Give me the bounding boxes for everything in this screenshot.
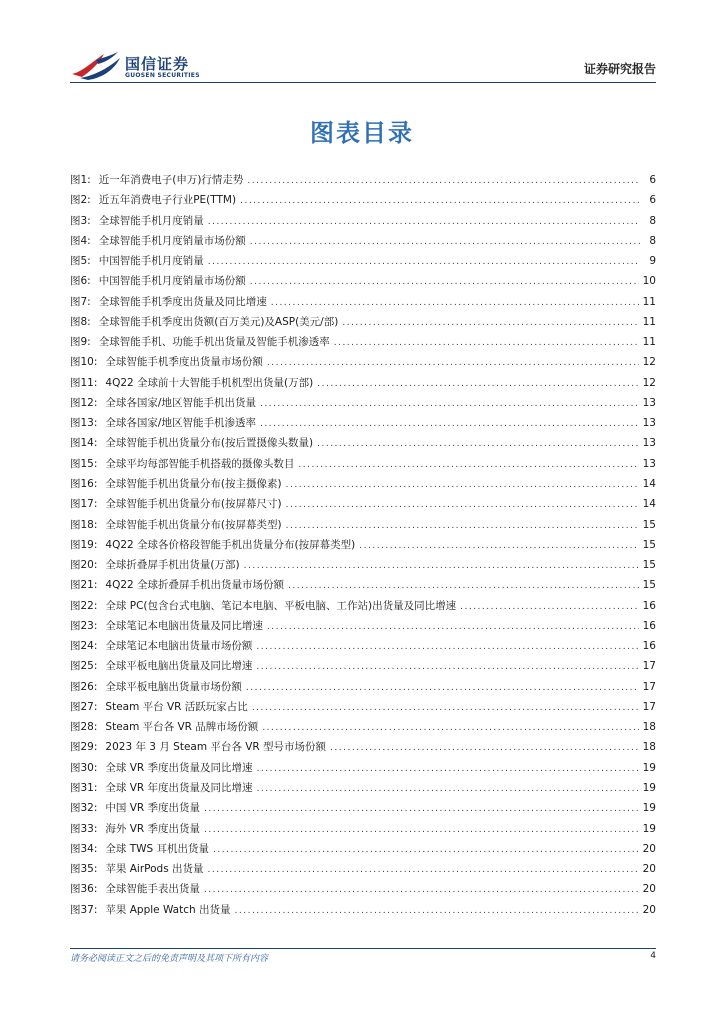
toc-figure-title: Steam 平台 VR 活跃玩家占比 <box>105 700 248 713</box>
figure-table-of-contents <box>70 170 656 920</box>
toc-entry[interactable] <box>70 778 656 798</box>
toc-figure-title: 全球平均每部智能手机搭载的摄像头数目 <box>105 457 295 470</box>
toc-entry[interactable] <box>70 900 656 920</box>
toc-leader-dots <box>286 475 639 495</box>
page-number: 4 <box>650 951 656 961</box>
toc-entry[interactable] <box>70 474 656 494</box>
toc-leader-dots <box>460 597 639 617</box>
toc-leader-dots <box>235 901 639 921</box>
toc-figure-label: 图15: <box>70 457 98 470</box>
toc-figure-title: 全球 TWS 耳机出货量 <box>105 842 210 855</box>
toc-page-number: 11 <box>642 315 656 328</box>
toc-page-number: 14 <box>642 477 656 490</box>
toc-leader-dots <box>257 759 639 779</box>
toc-figure-title: 海外 VR 季度出货量 <box>105 822 201 835</box>
toc-figure-label: 图31: <box>70 781 98 794</box>
toc-figure-label: 图29: <box>70 741 98 754</box>
toc-figure-label: 图24: <box>70 640 98 653</box>
toc-page-number: 11 <box>642 295 656 308</box>
toc-figure-title: 近一年消费电子(申万)行情走势 <box>98 174 244 186</box>
toc-page-number: 16 <box>642 599 656 612</box>
toc-page-number: 11 <box>642 336 656 349</box>
toc-figure-title: 4Q22 全球前十大智能手机机型出货量(万部) <box>105 376 314 389</box>
toc-leader-dots <box>204 820 639 840</box>
toc-leader-dots <box>262 718 638 738</box>
toc-leader-dots <box>334 333 639 353</box>
toc-figure-title: 4Q22 全球折叠屏手机出货量市场份额 <box>105 579 285 592</box>
toc-leader-dots <box>208 860 639 880</box>
toc-page-number: 18 <box>642 741 656 754</box>
toc-figure-title: 2023 年 3 月 Steam 平台各 VR 型号市场份额 <box>105 741 327 754</box>
toc-entry[interactable] <box>70 575 656 595</box>
toc-figure-label: 图5: <box>70 255 91 268</box>
toc-figure-title: 全球智能手机出货量分布(按主摄像素) <box>105 477 282 490</box>
toc-entry[interactable] <box>70 859 656 879</box>
toc-figure-label: 图1: <box>70 174 91 186</box>
toc-figure-title: 全球智能手机出货量分布(按屏幕类型) <box>105 518 282 531</box>
toc-leader-dots <box>244 556 639 576</box>
toc-figure-label: 图34: <box>70 842 98 855</box>
toc-leader-dots <box>213 840 639 860</box>
toc-entry[interactable] <box>70 758 656 778</box>
toc-entry[interactable] <box>70 271 656 291</box>
toc-leader-dots <box>256 637 638 657</box>
toc-entry[interactable] <box>70 433 656 453</box>
toc-figure-label: 图14: <box>70 437 98 450</box>
toc-entry[interactable] <box>70 231 656 251</box>
toc-page-number: 15 <box>642 538 656 551</box>
toc-leader-dots <box>250 232 640 252</box>
toc-figure-label: 图30: <box>70 761 98 774</box>
toc-page-number: 20 <box>642 903 656 916</box>
toc-leader-dots <box>208 212 640 232</box>
toc-figure-label: 图23: <box>70 619 98 632</box>
toc-leader-dots <box>317 434 639 454</box>
header-divider <box>70 82 656 83</box>
toc-entry[interactable] <box>70 798 656 818</box>
logo-chinese-name: 国信证券 <box>125 55 190 73</box>
toc-entry[interactable] <box>70 596 656 616</box>
toc-entry[interactable] <box>70 494 656 514</box>
toc-entry[interactable] <box>70 190 656 210</box>
toc-figure-label: 图36: <box>70 883 98 896</box>
toc-leader-dots <box>267 617 639 637</box>
toc-figure-label: 图27: <box>70 700 98 713</box>
toc-entry[interactable] <box>70 737 656 757</box>
toc-figure-title: 全球 VR 年度出货量及同比增速 <box>105 781 253 794</box>
toc-figure-title: 全球智能手机季度出货量市场份额 <box>105 356 263 369</box>
toc-entry[interactable] <box>70 454 656 474</box>
toc-leader-dots <box>247 171 640 191</box>
toc-figure-label: 图37: <box>70 903 98 916</box>
toc-figure-title: 全球平板电脑出货量市场份额 <box>105 680 242 693</box>
toc-figure-label: 图35: <box>70 863 98 876</box>
toc-page-number: 20 <box>642 883 656 896</box>
toc-figure-title: 近五年消费电子行业PE(TTM) <box>98 194 237 207</box>
toc-figure-title: 全球智能手机、功能手机出货量及智能手机渗透率 <box>98 336 330 349</box>
toc-page-number: 13 <box>642 457 656 470</box>
toc-entry[interactable] <box>70 656 656 676</box>
toc-figure-title: 全球平板电脑出货量及同比增速 <box>105 660 253 673</box>
disclaimer-text: 请务必阅读正文之后的免责声明及其项下所有内容 <box>70 954 269 964</box>
toc-leader-dots <box>286 495 639 515</box>
toc-figure-label: 图12: <box>70 396 98 409</box>
toc-page-number: 17 <box>642 660 656 673</box>
toc-entry[interactable] <box>70 839 656 859</box>
page-title: 图表目录 <box>310 119 414 147</box>
toc-entry[interactable] <box>70 393 656 413</box>
toc-leader-dots <box>252 698 639 718</box>
toc-leader-dots <box>208 252 640 272</box>
toc-entry[interactable] <box>70 211 656 231</box>
toc-figure-title: 全球 VR 季度出货量及同比增速 <box>105 761 253 774</box>
toc-figure-title: 全球折叠屏手机出货量(万部) <box>105 559 240 572</box>
toc-entry[interactable] <box>70 636 656 656</box>
logo-english-name: GUOSEN SECURITIES <box>125 72 200 79</box>
toc-figure-title: 全球智能手机出货量分布(按屏幕尺寸) <box>105 498 282 511</box>
toc-leader-dots <box>298 455 638 475</box>
toc-figure-title: 全球智能手表出货量 <box>105 883 200 896</box>
page-header <box>70 48 656 84</box>
toc-entry[interactable] <box>70 819 656 839</box>
toc-figure-label: 图28: <box>70 721 98 734</box>
toc-figure-label: 图19: <box>70 538 98 551</box>
toc-page-number: 16 <box>642 619 656 632</box>
toc-figure-label: 图13: <box>70 417 98 430</box>
toc-leader-dots <box>267 353 639 373</box>
toc-page-number: 9 <box>649 255 656 268</box>
toc-leader-dots <box>250 272 639 292</box>
toc-figure-title: 全球智能手机月度销量市场份额 <box>98 234 246 247</box>
toc-figure-label: 图10: <box>70 356 98 369</box>
toc-figure-label: 图4: <box>70 234 91 247</box>
toc-entry[interactable] <box>70 697 656 717</box>
report-type-label: 证券研究报告 <box>583 62 656 76</box>
toc-leader-dots <box>257 779 639 799</box>
toc-page-number: 14 <box>642 498 656 511</box>
toc-figure-title: 中国智能手机月度销量市场份额 <box>98 275 246 288</box>
toc-entry[interactable] <box>70 292 656 312</box>
toc-figure-label: 图2: <box>70 194 91 207</box>
toc-entry[interactable] <box>70 555 656 575</box>
toc-figure-title: 全球智能手机月度销量 <box>98 214 204 227</box>
toc-page-number: 6 <box>649 194 656 207</box>
toc-page-number: 15 <box>642 518 656 531</box>
toc-figure-label: 图25: <box>70 660 98 673</box>
toc-entry[interactable] <box>70 413 656 433</box>
toc-page-number: 16 <box>642 640 656 653</box>
toc-page-number: 20 <box>642 863 656 876</box>
toc-figure-label: 图17: <box>70 498 98 511</box>
toc-figure-title: 全球笔记本电脑出货量及同比增速 <box>105 619 263 632</box>
toc-page-number: 13 <box>642 417 656 430</box>
toc-figure-label: 图6: <box>70 275 91 288</box>
toc-figure-title: 全球智能手机季度出货额(百万美元)及ASP(美元/部) <box>98 315 339 328</box>
toc-page-number: 19 <box>642 761 656 774</box>
toc-leader-dots <box>246 678 639 698</box>
toc-figure-title: 中国智能手机月度销量 <box>98 255 204 268</box>
toc-leader-dots <box>204 880 639 900</box>
toc-page-number: 17 <box>642 700 656 713</box>
toc-figure-title: 中国 VR 季度出货量 <box>105 802 201 815</box>
toc-page-number: 19 <box>642 822 656 835</box>
toc-leader-dots <box>256 657 638 677</box>
toc-leader-dots <box>286 516 639 536</box>
toc-figure-title: 苹果 Apple Watch 出货量 <box>105 903 231 916</box>
toc-leader-dots <box>342 313 638 333</box>
toc-page-number: 10 <box>642 275 656 288</box>
toc-leader-dots <box>288 576 639 596</box>
toc-page-number: 12 <box>642 376 656 389</box>
toc-leader-dots <box>240 191 640 211</box>
toc-page-number: 20 <box>642 842 656 855</box>
toc-page-number: 8 <box>649 214 656 227</box>
toc-leader-dots <box>330 738 639 758</box>
toc-entry[interactable] <box>70 352 656 372</box>
toc-page-number: 12 <box>642 356 656 369</box>
toc-figure-label: 图16: <box>70 477 98 490</box>
toc-figure-label: 图18: <box>70 518 98 531</box>
toc-entry[interactable] <box>70 312 656 332</box>
toc-page-number: 6 <box>649 174 656 186</box>
guosen-logo-icon <box>70 50 122 80</box>
toc-figure-title: 全球各国家/地区智能手机出货量 <box>105 396 256 409</box>
toc-entry[interactable] <box>70 677 656 697</box>
toc-leader-dots <box>317 374 638 394</box>
toc-figure-label: 图26: <box>70 680 98 693</box>
toc-figure-label: 图33: <box>70 822 98 835</box>
toc-page-number: 13 <box>642 437 656 450</box>
toc-page-number: 18 <box>642 721 656 734</box>
toc-figure-label: 图7: <box>70 295 91 308</box>
toc-leader-dots <box>204 799 639 819</box>
toc-figure-label: 图3: <box>70 214 91 227</box>
toc-page-number: 8 <box>649 234 656 247</box>
toc-leader-dots <box>271 293 639 313</box>
toc-entry[interactable] <box>70 332 656 352</box>
toc-figure-label: 图11: <box>70 376 98 389</box>
guosen-logo <box>70 50 250 84</box>
toc-page-number: 15 <box>642 559 656 572</box>
toc-figure-title: 全球智能手机出货量分布(按后置摄像头数量) <box>105 437 314 450</box>
toc-figure-label: 图8: <box>70 315 91 328</box>
footer-divider <box>70 948 656 949</box>
toc-leader-dots <box>359 536 638 556</box>
toc-figure-label: 图32: <box>70 802 98 815</box>
toc-entry[interactable] <box>70 717 656 737</box>
toc-entry[interactable] <box>70 616 656 636</box>
toc-page-number: 15 <box>642 579 656 592</box>
toc-figure-label: 图9: <box>70 336 91 349</box>
toc-leader-dots <box>260 394 639 414</box>
toc-entry[interactable] <box>70 535 656 555</box>
toc-figure-label: 图22: <box>70 599 98 612</box>
toc-entry[interactable] <box>70 879 656 899</box>
toc-entry[interactable] <box>70 170 656 190</box>
toc-entry[interactable] <box>70 515 656 535</box>
toc-leader-dots <box>260 414 639 434</box>
toc-page-number: 19 <box>642 802 656 815</box>
toc-figure-title: 苹果 AirPods 出货量 <box>105 863 204 876</box>
toc-entry[interactable] <box>70 251 656 271</box>
toc-page-number: 19 <box>642 781 656 794</box>
toc-figure-title: 全球笔记本电脑出货量市场份额 <box>105 640 253 653</box>
toc-figure-title: 全球智能手机季度出货量及同比增速 <box>98 295 267 308</box>
toc-figure-title: 4Q22 全球各价格段智能手机出货量分布(按屏幕类型) <box>105 538 356 551</box>
toc-figure-title: Steam 平台各 VR 品牌市场份额 <box>105 721 259 734</box>
toc-figure-label: 图21: <box>70 579 98 592</box>
toc-figure-title: 全球 PC(包含台式电脑、笔记本电脑、平板电脑、工作站)出货量及同比增速 <box>105 599 457 612</box>
toc-entry[interactable] <box>70 373 656 393</box>
toc-page-number: 17 <box>642 680 656 693</box>
toc-figure-title: 全球各国家/地区智能手机渗透率 <box>105 417 256 430</box>
toc-figure-label: 图20: <box>70 559 98 572</box>
toc-page-number: 13 <box>642 396 656 409</box>
